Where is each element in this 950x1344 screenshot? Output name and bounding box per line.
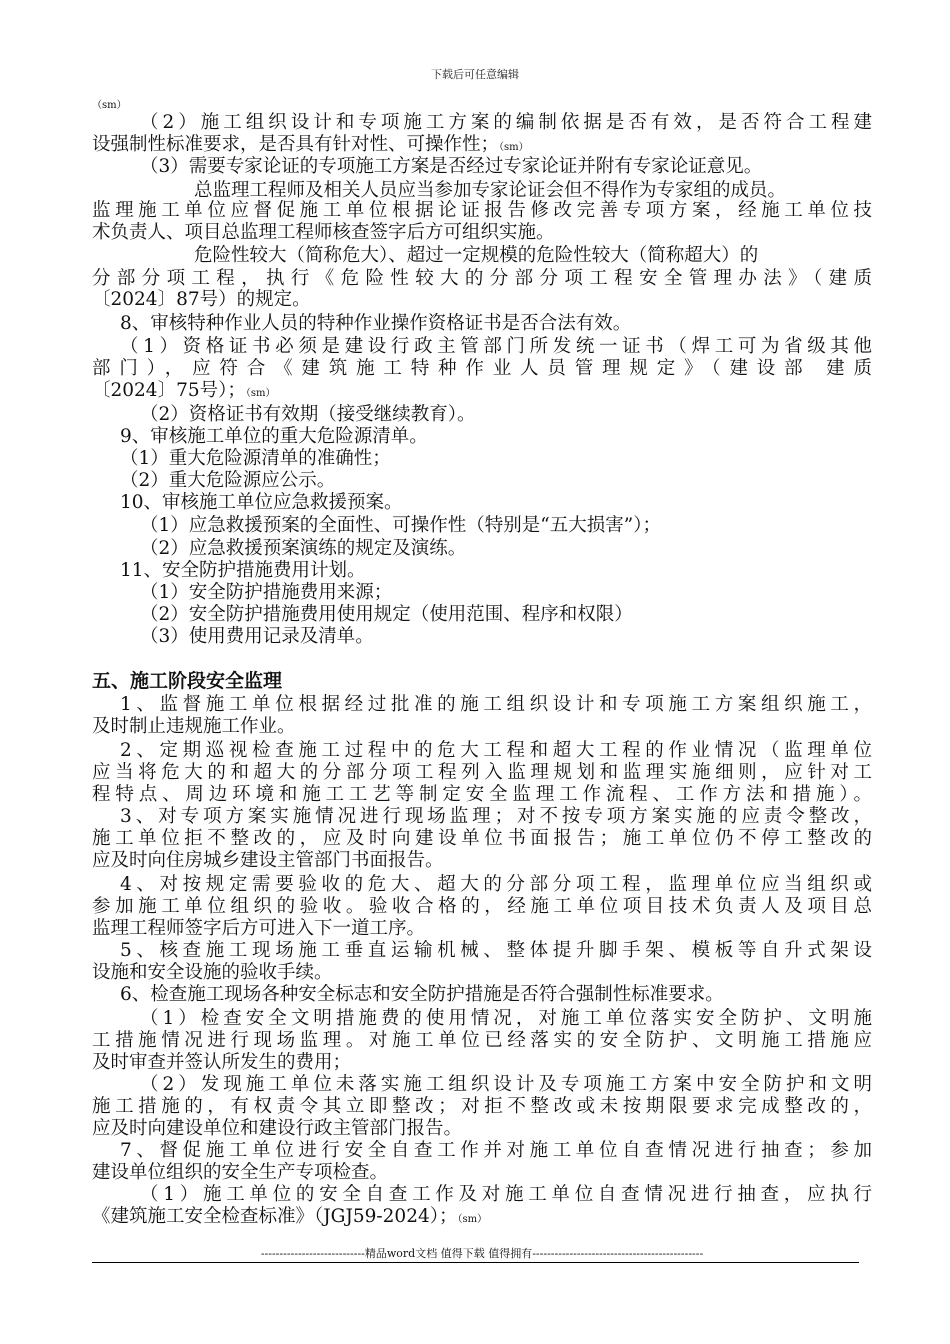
text-line — [140, 1184, 872, 1206]
line-text: 施工单位拒不整改的，应及时向建设单位书面报告；施工单位仍不停工整改的 — [92, 828, 872, 849]
text-line — [92, 1162, 872, 1184]
text-line — [120, 740, 872, 762]
line-text: 工措施情况进行现场监理。对施工单位已经落实的安全防护、文明施工措施应 — [92, 1030, 872, 1051]
text-line — [140, 604, 872, 626]
text-line — [92, 716, 872, 738]
line-text: 应当将危大的和超大的分部分项工程列入监理规划和监理实施细则，应针对工 — [92, 762, 872, 783]
text-line — [120, 806, 872, 828]
page-footer: ----------------------------精品word文档 值得下载 值得拥有---------------------------------------------- — [260, 1247, 704, 1260]
text-line — [92, 1030, 872, 1052]
text-line — [120, 694, 872, 716]
text-line — [92, 850, 872, 872]
text-line — [120, 984, 872, 1006]
text-line — [120, 560, 872, 582]
inline-small-mark: （sm） — [457, 1214, 488, 1225]
text-line — [92, 222, 872, 244]
line-text: （1）安全防护措施费用来源； — [140, 582, 393, 603]
text-line — [140, 1008, 872, 1030]
line-text: （1）施工单位的安全自查工作及对施工单位自查情况进行抽查，应执行 — [140, 1184, 872, 1205]
text-line — [120, 313, 872, 335]
line-text: 及时制止违规施工作业。 — [92, 716, 296, 737]
line-text: 3、对专项方案实施情况进行现场监理；对不按专项方案实施的应责令整改， — [120, 806, 872, 827]
line-text: 程特点、周边环境和施工工艺等制定安全监理工作流程、工作方法和措施）。 — [92, 784, 872, 805]
line-text: （2）重大危险源应公示。 — [120, 470, 336, 491]
line-text: 总监理工程师及相关人员应当参加专家论证会但不得作为专家组的成员。 — [194, 180, 787, 201]
text-line — [140, 582, 872, 604]
line-text: 监理施工单位应督促施工单位根据论证报告修改完善专项方案，经施工单位技 — [92, 200, 872, 221]
line-text: 11、安全防护措施费用计划。 — [120, 560, 366, 581]
line-text: （2）安全防护措施费用使用规定（使用范围、程序和权限） — [140, 604, 633, 625]
line-text: 设施和安全设施的验收手续。 — [92, 962, 333, 983]
footer-rule — [92, 1262, 859, 1263]
text-line — [140, 515, 872, 537]
text-line — [92, 1052, 872, 1074]
line-text: 建设单位组织的安全生产专项检查。 — [92, 1162, 389, 1183]
line-text: 参加施工单位组织的验收。验收合格的，经施工单位项目技术负责人及项目总 — [92, 896, 872, 917]
line-text: （2）应急救援预案演练的规定及演练。 — [140, 538, 467, 559]
line-text: 部门），应符合《建筑施工特种作业人员管理规定》（建设部 建质 — [92, 358, 872, 379]
line-text: 分部分项工程，执行《危险性较大的分部分项工程安全管理办法》（建质 — [92, 268, 872, 289]
text-line — [140, 626, 872, 648]
text-line — [92, 828, 872, 850]
text-line — [92, 1118, 872, 1140]
text-line — [140, 404, 872, 426]
line-text: （3）使用费用记录及清单。 — [140, 626, 374, 647]
text-line — [92, 762, 872, 784]
text-line — [120, 940, 872, 962]
text-line — [120, 1140, 872, 1162]
text-line — [140, 538, 872, 560]
line-text: 8、审核特种作业人员的特种作业操作资格证书是否合法有效。 — [120, 313, 632, 334]
line-text: （2）施工组织设计和专项施工方案的编制依据是否有效，是否符合工程建 — [140, 112, 872, 133]
line-text: 应及时向建设单位和建设行政主管部门报告。 — [92, 1118, 463, 1139]
text-line — [120, 470, 872, 492]
text-line — [194, 245, 872, 267]
text-line — [92, 1096, 872, 1118]
line-text: 1、监督施工单位根据经过批准的施工组织设计和专项施工方案组织施工， — [120, 694, 872, 715]
section-heading — [92, 670, 872, 692]
line-text: 《建筑施工安全检查标准》（JGJ59-2024）； — [92, 1206, 458, 1227]
line-text: 7、督促施工单位进行安全自查工作并对施工单位自查情况进行抽查；参加 — [120, 1140, 872, 1161]
text-line — [92, 289, 872, 311]
text-line — [92, 380, 872, 402]
line-text: （1）检查安全文明措施费的使用情况，对施工单位落实安全防护、文明施 — [140, 1008, 872, 1029]
line-text: （1）重大危险源清单的准确性； — [120, 448, 391, 469]
line-text: 4、对按规定需要验收的危大、超大的分部分项工程，监理单位应当组织或 — [120, 874, 872, 895]
text-line — [120, 874, 872, 896]
text-line — [92, 1206, 872, 1228]
text-line — [120, 492, 872, 514]
line-text: （2）发现施工单位未落实施工组织设计及专项施工方案中安全防护和文明 — [140, 1074, 872, 1095]
line-text: 9、审核施工单位的重大危险源清单。 — [120, 426, 428, 447]
text-line — [92, 962, 872, 984]
inline-small-mark: （sm） — [245, 388, 276, 399]
page-header: 下载后可任意编辑 — [431, 68, 519, 81]
text-line — [120, 426, 872, 448]
line-text: 〔2024〕75号）； — [92, 380, 246, 401]
text-line — [92, 134, 872, 156]
line-text: 五、施工阶段安全监理 — [92, 670, 283, 692]
line-text: 应及时向住房城乡建设主管部门书面报告。 — [92, 850, 444, 871]
text-line — [194, 180, 872, 202]
line-text: （1）资格证书必须是建设行政主管部门所发统一证书（焊工可为省级其他 — [120, 336, 872, 357]
line-text: 施工措施的，有权责令其立即整改；对拒不整改或未按期限要求完成整改的， — [92, 1096, 872, 1117]
text-line — [140, 1074, 872, 1096]
text-line — [92, 918, 872, 940]
line-text: 及时审查并签认所发生的费用； — [92, 1052, 352, 1073]
line-text: 设强制性标准要求，是否具有针对性、可操作性； — [92, 134, 500, 155]
text-line — [140, 156, 872, 178]
text-line — [120, 448, 872, 470]
line-text: 危险性较大（简称危大）、超过一定规模的危险性较大（简称超大）的 — [194, 245, 759, 266]
text-line — [140, 112, 872, 134]
line-text: 术负责人、项目总监理工程师核查签字后方可组织实施。 — [92, 222, 555, 243]
line-text: 〔2024〕87号）的规定。 — [92, 289, 311, 310]
inline-small-mark: （sm） — [499, 142, 529, 153]
line-text: 6、检查施工现场各种安全标志和安全防护措施是否符合强制性标准要求。 — [120, 984, 724, 1005]
text-line — [92, 200, 872, 222]
text-line — [92, 358, 872, 380]
line-text: 10、审核施工单位应急救援预案。 — [120, 492, 403, 513]
line-text: 5、核查施工现场施工垂直运输机械、整体提升脚手架、模板等自升式架设 — [120, 940, 872, 961]
line-text: （3）需要专家论证的专项施工方案是否经过专家论证并附有专家论证意见。 — [140, 156, 763, 177]
line-text: 2、定期巡视检查施工过程中的危大工程和超大工程的作业情况（监理单位 — [120, 740, 872, 761]
text-line — [92, 896, 872, 918]
text-line — [120, 336, 872, 358]
inline-small-mark: （sm） — [92, 100, 127, 111]
line-text: 监理工程师签字后方可进入下一道工序。 — [92, 918, 426, 939]
text-line — [92, 784, 872, 806]
text-line — [92, 92, 872, 114]
line-text: （1）应急救援预案的全面性、可操作性（特别是“五大损害”）； — [140, 515, 661, 536]
text-line — [92, 268, 872, 290]
line-text: （2）资格证书有效期（接受继续教育）。 — [140, 404, 476, 425]
